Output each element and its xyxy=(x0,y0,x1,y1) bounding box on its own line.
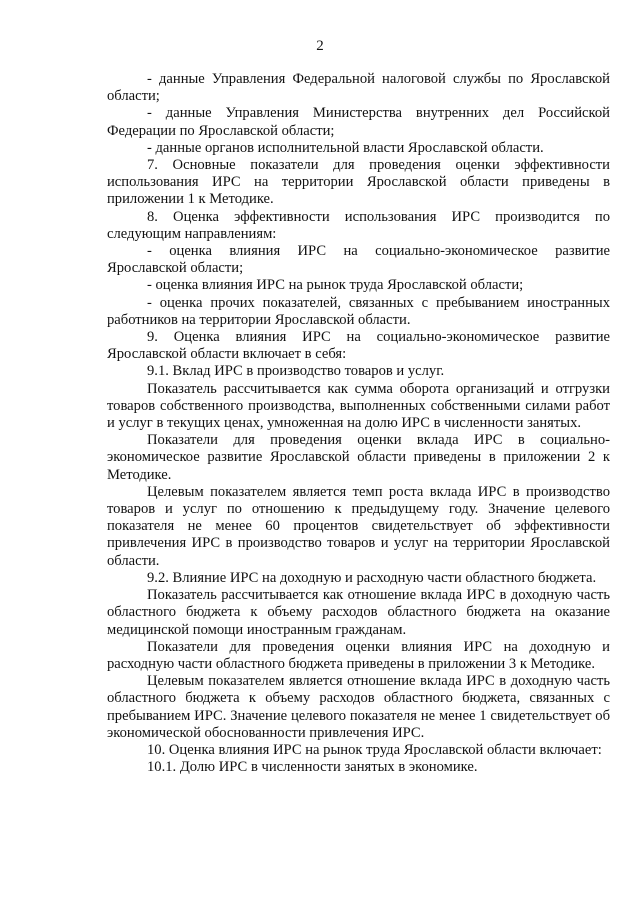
paragraph-mvd-data: - данные Управления Министерства внутренних дел Российской Федерации по Ярославской области; xyxy=(107,105,610,139)
paragraph-appendix-2-ref: Показатели для проведения оценки вклада ИРС в социально-экономическое развитие Ярославской области приведены в приложении 2 к Методике. xyxy=(107,432,610,483)
paragraph-item-9-2: 9.2. Влияние ИРС на доходную и расходную части областного бюджета. xyxy=(147,569,597,586)
paragraph-item-9: 9. Оценка влияния ИРС на социально-экономическое развитие Ярославской области включает в себя: xyxy=(107,329,610,363)
paragraph-fns-data: - данные Управления Федеральной налоговой службы по Ярославской области; xyxy=(107,71,610,105)
document-body xyxy=(107,71,610,776)
paragraph-item-7: 7. Основные показатели для проведения оценки эффективности использования ИРС на территории Ярославской области приведены в приложении 1 к Методике. xyxy=(107,157,610,208)
page-number: 2 xyxy=(316,38,324,54)
paragraph-authorities-data: - данные органов исполнительной власти Ярославской области. xyxy=(147,139,544,156)
paragraph-item-10-1: 10.1. Долю ИРС в численности занятых в экономике. xyxy=(147,759,478,776)
paragraph-budget-ratio-calc: Показатель рассчитывается как отношение вклада ИРС в доходную часть областного бюджета к объему расходов областного бюджета на оказание медицинской помощи иностранным гражданам. xyxy=(107,587,610,638)
paragraph-bullet-other-indicators: - оценка прочих показателей, связанных с пребыванием иностранных работников на территории Ярославской области. xyxy=(107,294,610,328)
paragraph-bullet-labor-market: - оценка влияния ИРС на рынок труда Ярославской области; xyxy=(147,277,524,294)
paragraph-indicator-calc: Показатель рассчитывается как сумма оборота организаций и отгрузки товаров собственного производства, выполненных собственными силами работ и услуг в текущих ценах, умноженная на долю ИРС в численности занятых. xyxy=(107,380,610,432)
paragraph-appendix-3-ref: Показатели для проведения оценки влияния ИРС на доходную и расходную части областного бюджета приведены в приложении 3 к Методике. xyxy=(107,638,610,672)
paragraph-item-9-1: 9.1. Вклад ИРС в производство товаров и услуг. xyxy=(147,363,445,380)
paragraph-target-indicator-1: Целевым показателем является темп роста вклада ИРС в производство товаров и услуг по отношению к предыдущему году. Значение целевого показателя не менее 60 процентов свидетельствует об эффективности привлечения ИРС в производство товаров и услуг на территории Ярославской области. xyxy=(107,483,610,569)
paragraph-item-10: 10. Оценка влияния ИРС на рынок труда Ярославской области включает: xyxy=(147,741,602,758)
paragraph-bullet-socioeconomic: - оценка влияния ИРС на социально-экономическое развитие Ярославской области; xyxy=(107,243,610,277)
paragraph-item-8: 8. Оценка эффективности использования ИРС производится по следующим направлениям: xyxy=(107,208,610,242)
paragraph-target-indicator-2: Целевым показателем является отношение вклада ИРС в доходную часть областного бюджета к объему расходов областного бюджета, связанных с пребыванием ИРС. Значение целевого показателя не менее 1 свидетельствует об экономической обоснованности привлечения ИРС. xyxy=(107,673,610,741)
